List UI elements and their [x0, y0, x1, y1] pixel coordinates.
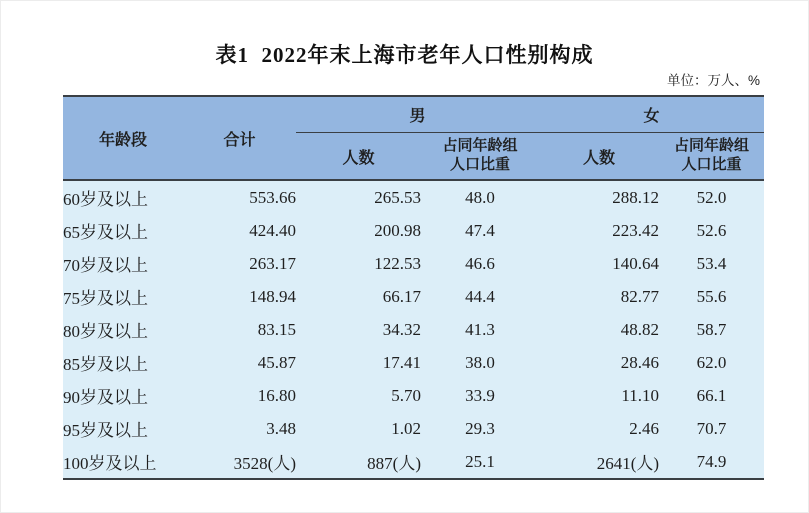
female-share-cell: 52.0	[659, 180, 764, 214]
male-share-cell: 48.0	[421, 180, 539, 214]
female-count-cell: 223.42	[539, 214, 659, 247]
female-count-cell: 288.12	[539, 180, 659, 214]
total-cell: 263.17	[183, 247, 296, 280]
col-header-male-share: 占同年龄组 人口比重	[421, 133, 539, 181]
col-header-male: 男	[296, 96, 539, 133]
female-share-cell: 55.6	[659, 280, 764, 313]
female-share-cell: 74.9	[659, 445, 764, 479]
elderly-population-table	[63, 95, 764, 480]
male-share-cell: 33.9	[421, 379, 539, 412]
col-header-male-count: 人数	[296, 133, 421, 181]
table-header	[63, 96, 764, 180]
male-share-cell: 46.6	[421, 247, 539, 280]
male-share-cell: 25.1	[421, 445, 539, 479]
total-cell: 148.94	[183, 280, 296, 313]
female-share-cell: 70.7	[659, 412, 764, 445]
age-cell: 100岁及以上	[63, 445, 183, 479]
age-cell: 90岁及以上	[63, 379, 183, 412]
total-cell: 45.87	[183, 346, 296, 379]
table-row	[63, 379, 764, 412]
col-header-age-group: 年龄段	[63, 96, 183, 180]
male-count-cell: 887(人)	[296, 445, 421, 479]
male-count-cell: 66.17	[296, 280, 421, 313]
table-row	[63, 445, 764, 479]
total-cell: 3.48	[183, 412, 296, 445]
female-count-cell: 2641(人)	[539, 445, 659, 479]
male-count-cell: 17.41	[296, 346, 421, 379]
male-share-cell: 29.3	[421, 412, 539, 445]
male-count-cell: 34.32	[296, 313, 421, 346]
male-share-cell: 41.3	[421, 313, 539, 346]
female-share-cell: 66.1	[659, 379, 764, 412]
male-share-cell: 44.4	[421, 280, 539, 313]
table-row	[63, 313, 764, 346]
female-share-cell: 53.4	[659, 247, 764, 280]
female-share-cell: 58.7	[659, 313, 764, 346]
male-count-cell: 5.70	[296, 379, 421, 412]
table-row	[63, 180, 764, 214]
col-header-female: 女	[539, 96, 764, 133]
male-count-cell: 265.53	[296, 180, 421, 214]
female-share-cell: 62.0	[659, 346, 764, 379]
female-count-cell: 140.64	[539, 247, 659, 280]
col-header-total: 合计	[183, 96, 296, 180]
table-body	[63, 180, 764, 479]
age-cell: 80岁及以上	[63, 313, 183, 346]
unit-note: 单位：万人、%	[666, 73, 760, 88]
female-count-cell: 2.46	[539, 412, 659, 445]
table-row	[63, 346, 764, 379]
male-count-cell: 200.98	[296, 214, 421, 247]
male-share-cell: 38.0	[421, 346, 539, 379]
table-row	[63, 214, 764, 247]
total-cell: 3528(人)	[183, 445, 296, 479]
female-count-cell: 48.82	[539, 313, 659, 346]
male-share-cell: 47.4	[421, 214, 539, 247]
table-row	[63, 412, 764, 445]
age-cell: 70岁及以上	[63, 247, 183, 280]
age-cell: 65岁及以上	[63, 214, 183, 247]
page-title: 表1 2022年末上海市老年人口性别构成	[215, 43, 594, 67]
male-count-cell: 122.53	[296, 247, 421, 280]
col-header-female-share: 占同年龄组 人口比重	[659, 133, 764, 181]
total-cell: 424.40	[183, 214, 296, 247]
female-share-cell: 52.6	[659, 214, 764, 247]
age-cell: 85岁及以上	[63, 346, 183, 379]
age-cell: 60岁及以上	[63, 180, 183, 214]
female-count-cell: 28.46	[539, 346, 659, 379]
female-count-cell: 11.10	[539, 379, 659, 412]
table-row	[63, 280, 764, 313]
female-count-cell: 82.77	[539, 280, 659, 313]
male-count-cell: 1.02	[296, 412, 421, 445]
total-cell: 16.80	[183, 379, 296, 412]
table-row	[63, 247, 764, 280]
total-cell: 553.66	[183, 180, 296, 214]
col-header-female-count: 人数	[539, 133, 659, 181]
age-cell: 75岁及以上	[63, 280, 183, 313]
age-cell: 95岁及以上	[63, 412, 183, 445]
total-cell: 83.15	[183, 313, 296, 346]
